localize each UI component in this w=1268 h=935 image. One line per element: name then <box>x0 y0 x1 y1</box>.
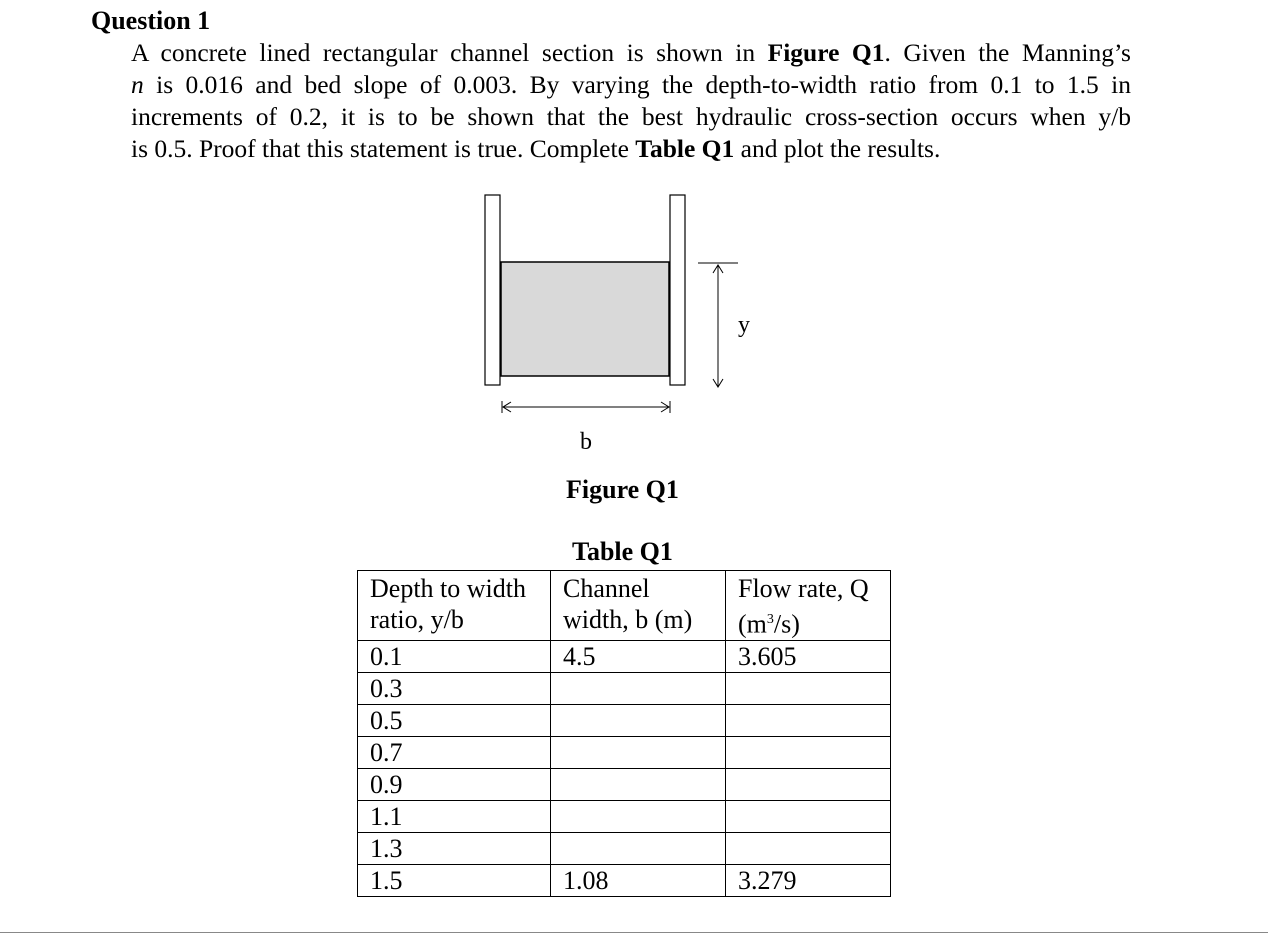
table-row <box>358 768 891 800</box>
width-cell <box>551 800 726 832</box>
table-row <box>358 736 891 768</box>
question-line-2: n is 0.016 and bed slope of 0.003. By varying the depth-to-width ratio from 0.1 to 1.5 in <box>131 70 1131 99</box>
figure-reference: Figure Q1 <box>767 38 885 67</box>
width-cell <box>551 832 726 864</box>
width-cell <box>551 736 726 768</box>
ratio-cell: 1.1 <box>358 800 551 832</box>
flow-cell <box>726 736 891 768</box>
ratio-cell: 1.5 <box>358 864 551 896</box>
width-cell <box>551 768 726 800</box>
left-channel-wall <box>485 195 500 385</box>
ratio-cell-highlighted: 0.5 <box>358 704 551 736</box>
width-cell: 4.5 <box>551 640 726 672</box>
table-row <box>358 672 891 704</box>
table-row <box>358 640 891 672</box>
header-flow-rate: Flow rate, Q $(m^3/s)$ <box>726 571 891 641</box>
header-depth-width-ratio: Depth to width ratio, y/b <box>358 571 551 641</box>
manning-n-symbol: n <box>131 70 144 99</box>
flow-cell <box>726 672 891 704</box>
width-cell <box>551 704 726 736</box>
flow-cell <box>726 832 891 864</box>
ratio-cell: 1.3 <box>358 832 551 864</box>
flow-cell <box>726 768 891 800</box>
flow-cell: 3.279 <box>726 864 891 896</box>
table-header-row <box>358 571 891 641</box>
results-table <box>357 570 891 897</box>
question-line-1: A concrete lined rectangular channel section is shown in Figure Q1. Given the Manning’s <box>131 38 1131 67</box>
page-divider <box>0 932 1268 933</box>
width-cell <box>551 672 726 704</box>
width-cell: 1.08 <box>551 864 726 896</box>
ratio-cell: 0.9 <box>358 768 551 800</box>
depth-label-y: y <box>738 312 750 338</box>
table-row <box>358 800 891 832</box>
question-line-4: is 0.5. Proof that this statement is true. Complete Table Q1 and plot the results. <box>131 134 941 163</box>
question-text <box>131 37 1131 165</box>
question-title: Question 1 <box>91 6 211 35</box>
flow-cell <box>726 800 891 832</box>
flow-cell: 3.605 <box>726 640 891 672</box>
table-caption: Table Q1 <box>572 537 673 566</box>
flow-cell <box>726 704 891 736</box>
water-body <box>501 262 669 376</box>
channel-cross-section-diagram <box>470 185 770 435</box>
table-row <box>358 864 891 896</box>
table-row <box>358 704 891 736</box>
question-line-3: increments of 0.2, it is to be shown that the best hydraulic cross-section occurs when y/b <box>131 102 1131 131</box>
ratio-cell: 0.1 <box>358 640 551 672</box>
figure-caption: Figure Q1 <box>566 475 679 504</box>
header-channel-width: Channel width, b (m) <box>551 571 726 641</box>
width-label-b: b <box>580 429 592 455</box>
right-channel-wall <box>670 195 685 385</box>
table-row <box>358 832 891 864</box>
ratio-cell: 0.7 <box>358 736 551 768</box>
table-reference: Table Q1 <box>635 134 735 163</box>
ratio-cell: 0.3 <box>358 672 551 704</box>
